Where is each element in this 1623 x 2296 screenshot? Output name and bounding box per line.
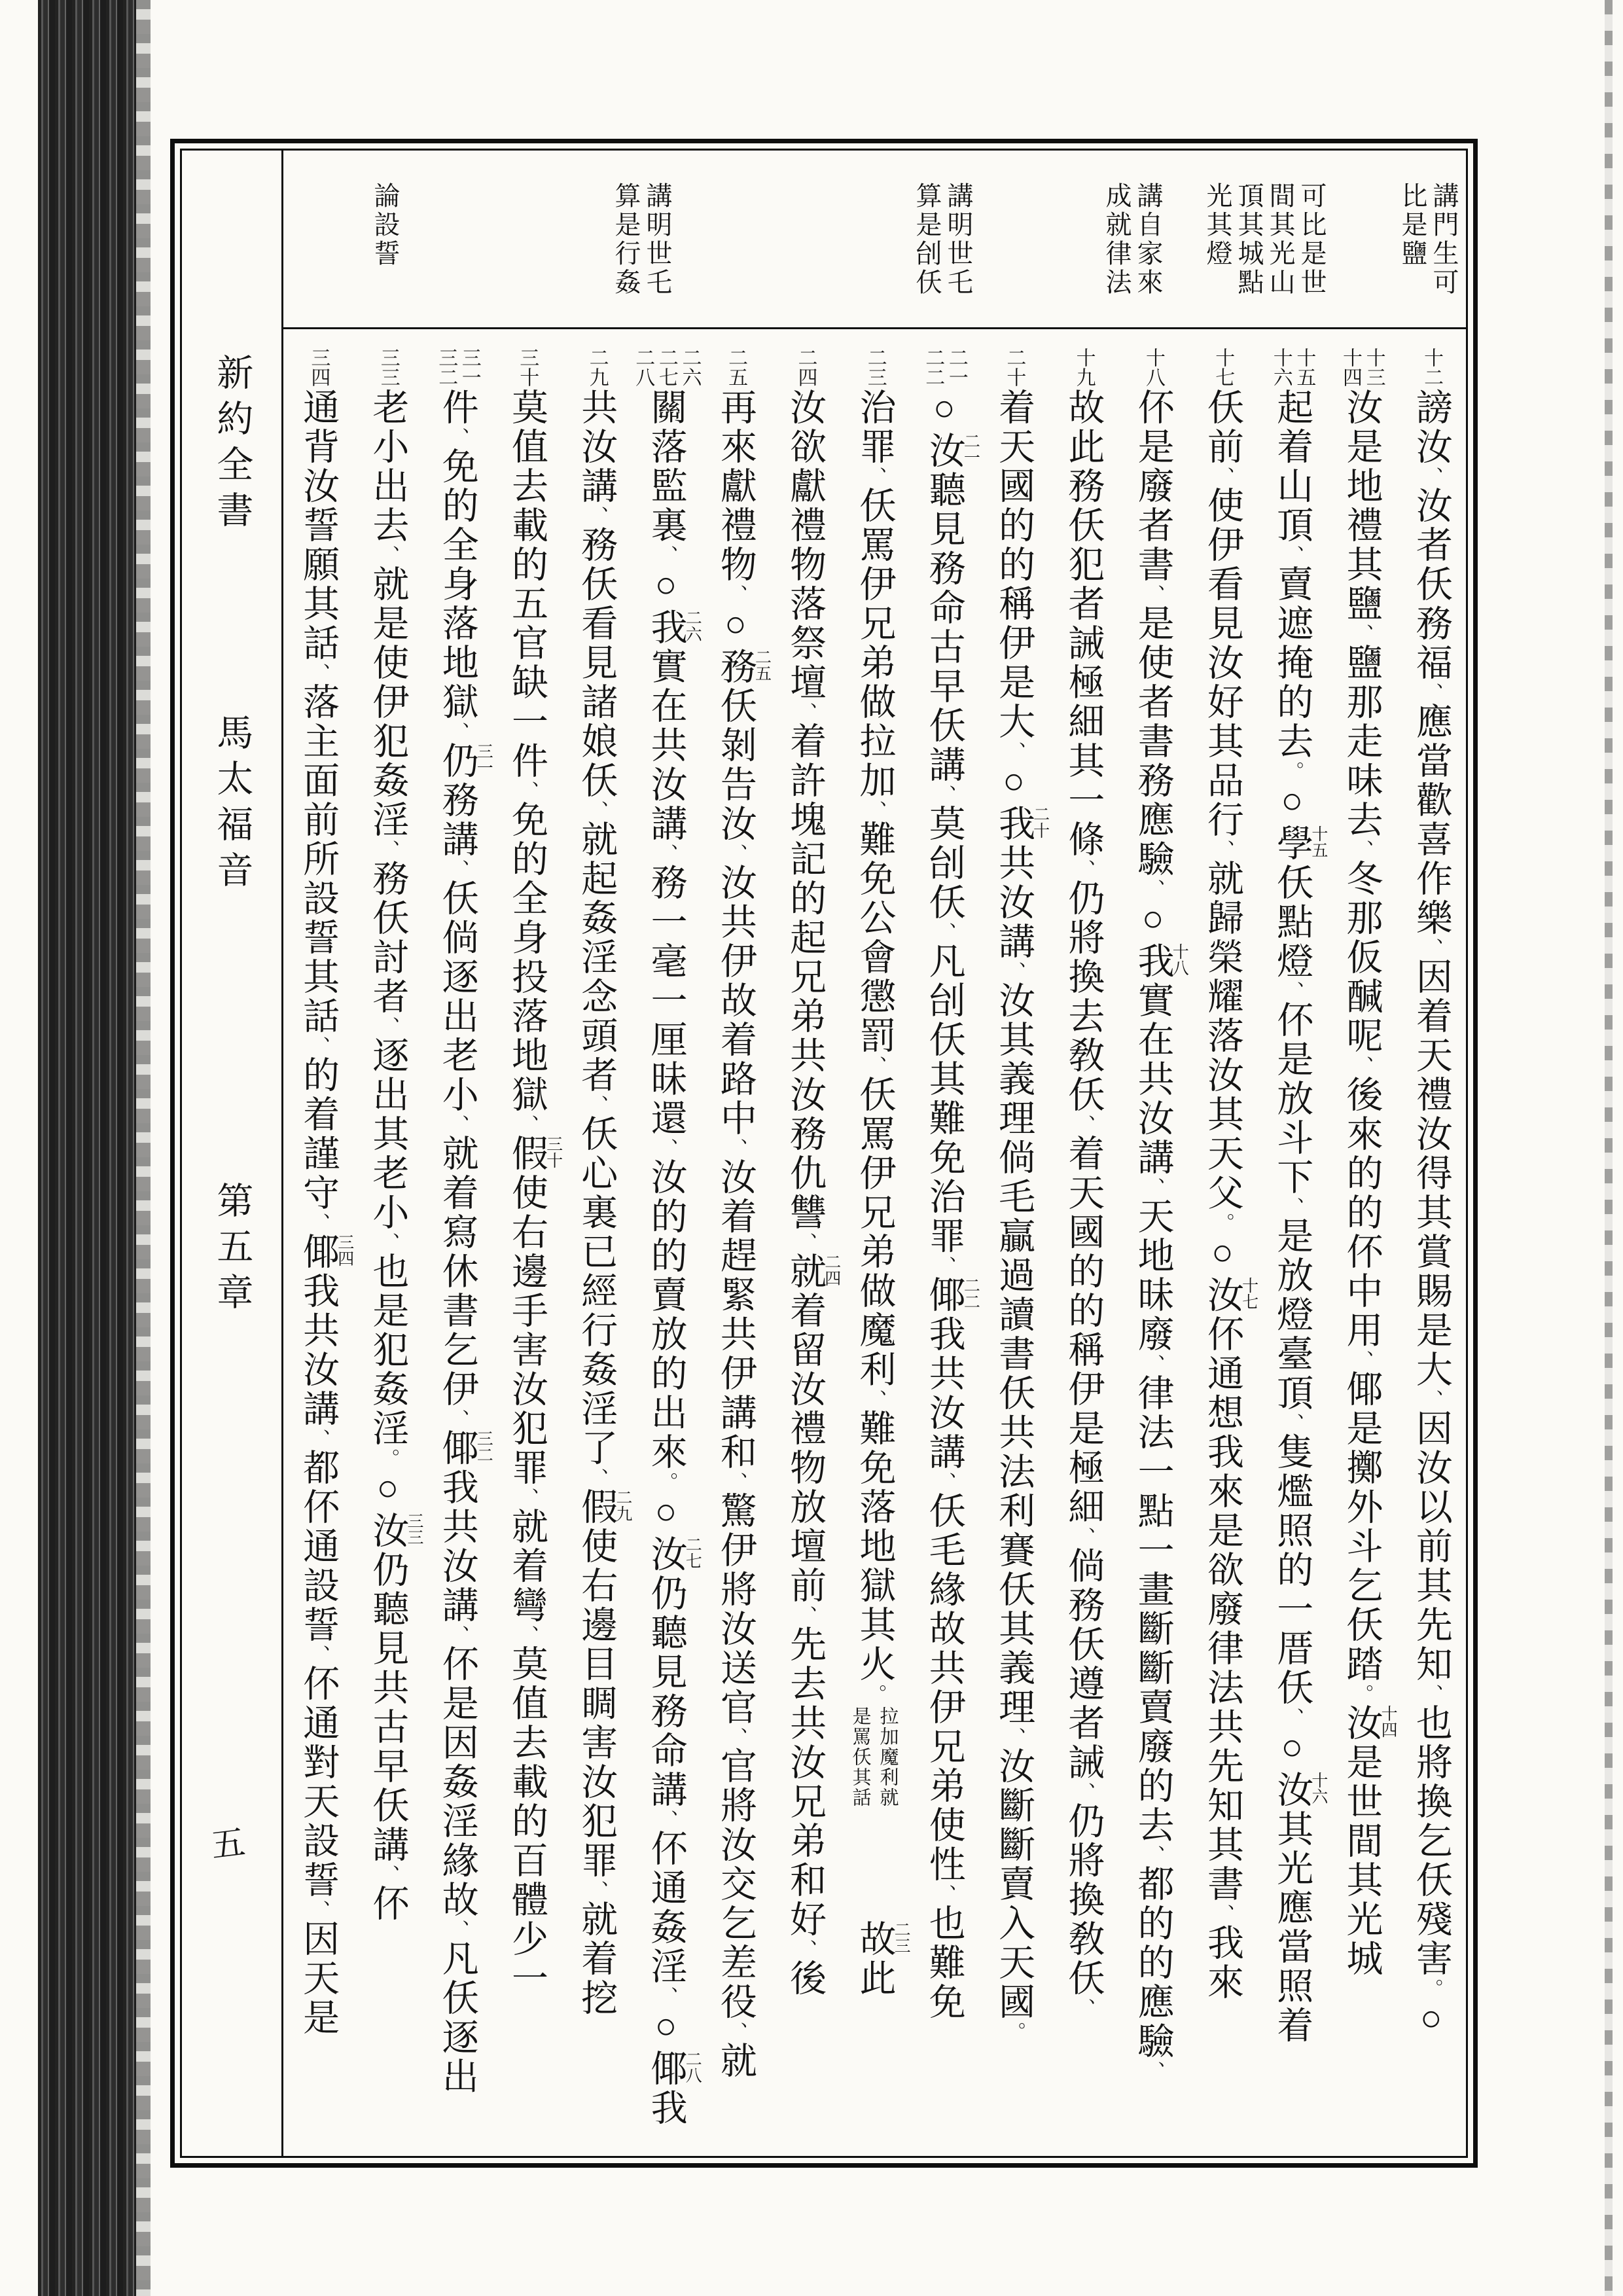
column-text: 仸前、使伊看見汝好其品行、就歸榮耀落汝其天父。○ 十七 汝伓通想我來是欲廢律法共先知其書、我來 <box>1202 388 1258 2002</box>
text-column <box>979 329 1048 2156</box>
column-text: 共汝講、務仸看見諸娘仸、就起姦淫念頭者、仸心裏已經行姦淫了、 二九 假使右邊目睭害汝犯罪、就着挖 <box>576 388 632 2018</box>
text-column <box>492 329 562 2156</box>
page-number: 五 <box>209 1823 247 1865</box>
punctuation-mark: 、 <box>864 467 886 486</box>
page-frame-inner <box>180 149 1468 2158</box>
verse-number: 二八 <box>632 348 654 387</box>
text-column <box>631 329 700 2156</box>
text-column <box>423 329 492 2156</box>
punctuation-mark: 、 <box>1003 742 1026 761</box>
punctuation-mark: 。 <box>655 1472 677 1492</box>
punctuation-mark: 。 <box>1281 761 1304 781</box>
verse-number: 二一 <box>945 348 967 387</box>
verse-number: 二六 <box>679 348 701 387</box>
punctuation-mark: 、 <box>586 506 608 526</box>
punctuation-mark: 、 <box>1073 859 1095 879</box>
punctuation-mark: 、 <box>864 800 886 820</box>
punctuation-mark: 。 <box>1211 1213 1234 1232</box>
column-verse-numbers <box>979 329 1048 388</box>
text-column <box>283 329 353 2156</box>
column-verse-numbers <box>423 329 492 388</box>
column-text: 汝是地禮其鹽、鹽那走味去、冬那仮醎呢、後來的的伓中用、倻是擲外斗乞仸踏。 十四 汝是世間其光城 <box>1341 388 1397 1979</box>
verse-number: 二四 <box>794 348 817 387</box>
punctuation-mark: 、 <box>1420 1390 1442 1409</box>
punctuation-mark: 、 <box>1142 1845 1164 1865</box>
column-text: 故此務仸犯者誡極細其一條、仍將換去敎仸、着天國的的稱伊是極細、倘務仸遵者誡、仍將換敎仸、 <box>1063 388 1104 2018</box>
punctuation-mark: 、 <box>516 781 538 800</box>
punctuation-mark: 、 <box>1142 1354 1164 1374</box>
chapter-title: 第五章 <box>211 1181 253 1319</box>
punctuation-mark: 、 <box>1003 961 1026 981</box>
column-text: 治罪、仸罵伊兄弟做拉加、難免公會懲罰、仸罵伊兄弟做魔利、難免落地獄其火。 拉加魔利就 是罵仸其話 二三 故此 <box>840 388 909 2157</box>
section-summary: 講明世乇算是行姦 <box>611 182 672 297</box>
punctuation-mark: 、 <box>1073 1527 1095 1547</box>
punctuation-mark: 、 <box>794 702 817 722</box>
punctuation-mark: 、 <box>724 1138 747 1158</box>
punctuation-mark: 、 <box>377 1865 399 1884</box>
column-verse-numbers <box>492 329 562 388</box>
verse-number: 二十 <box>1003 348 1026 387</box>
punctuation-mark: 。 <box>1003 2022 1026 2041</box>
column-text: ○ 二一 汝聽見務命古早仸講、莫刣仸、凡刣仸其難免治罪、 二二 倻我共汝講、仸毛緣故共伊兄弟使性、也難免 <box>923 388 980 2022</box>
column-text: 着天國的的稱伊是大、○ 二十 我共汝講、汝其義理倘毛贏過讀書仸共法利賽仸其義理、汝斷斷賣入天國。 <box>993 388 1049 2041</box>
verse-number: 三十 <box>516 348 539 387</box>
punctuation-mark: 、 <box>1351 1056 1373 1075</box>
column-verse-numbers <box>1327 329 1396 388</box>
column-text: 汝欲獻禮物落祭壇、着許塊記的起兄弟共汝務仇讐、 二四 就着留汝禮物放壇前、先去共汝兄弟和好、後 <box>785 388 840 1998</box>
verse-number: 三一 <box>458 348 480 387</box>
gospel-title: 馬太福音 <box>211 713 253 897</box>
verse-number: 十六 <box>1270 348 1292 387</box>
scan-edge-artifact <box>1605 0 1613 2296</box>
column-text: 通背汝誓願其話、落主面前所設誓其話、的着謹守、 三四 倻我共汝講、都伓通設誓、伓通對天設誓、因天是 <box>298 388 353 2037</box>
punctuation-mark: 、 <box>724 844 747 863</box>
text-column <box>1397 329 1466 2156</box>
punctuation-mark: 、 <box>446 722 469 742</box>
verse-number: 二二 <box>922 348 944 387</box>
verse-number: 十八 <box>1142 348 1164 387</box>
punctuation-mark: 、 <box>308 1036 330 1056</box>
text-column <box>840 329 909 2156</box>
punctuation-mark: 、 <box>724 1472 747 1492</box>
punctuation-mark: 、 <box>1420 467 1442 486</box>
column-text: 謗汝、汝者仸務福、應當歡喜作樂、因着天禮汝得其賞賜是大、因汝以前其先知、也將換乞仸殘害。○ <box>1410 388 1452 2041</box>
punctuation-mark: 、 <box>446 427 469 447</box>
punctuation-mark: 、 <box>1211 467 1234 486</box>
punctuation-mark: 。 <box>1420 1979 1442 1998</box>
column-verse-numbers <box>1257 329 1327 388</box>
title-column <box>182 151 283 2156</box>
column-text: 關落監裏、○ 二六 我實在共汝講、務一毫一厘昧還、汝的的賣放的出來。○ 二七 汝仍聽見務命講、伓通姦淫、○ 二八 倻我 <box>645 388 702 2128</box>
punctuation-mark: 、 <box>1073 1782 1095 1802</box>
column-verse-numbers <box>1188 329 1257 388</box>
punctuation-mark: 。 <box>1351 1684 1373 1704</box>
verse-number: 十二 <box>1421 348 1443 387</box>
punctuation-mark: 、 <box>1073 1998 1095 2018</box>
book-title: 新約全書 <box>211 353 253 537</box>
column-text: 伓是廢者書、是使者書務應驗、○ 十八 我實在共汝講、天地昧廢、律法一點一畫斷斷賣廢的去、都的的應驗、 <box>1132 388 1188 2081</box>
section-summary: 論設誓 <box>370 182 400 268</box>
text-column <box>1257 329 1327 2156</box>
punctuation-mark: 、 <box>446 1115 469 1134</box>
column-text: 起着山頂、賣遮掩的去。○ 十五 學仸點燈、伓是放斗下、是放燈臺頂、隻爁照的一厝仸、○ 十六 汝其光應當照着 <box>1272 388 1327 2045</box>
punctuation-mark: 、 <box>724 1727 747 1747</box>
text-column <box>353 329 422 2156</box>
punctuation-mark: 、 <box>655 1986 677 2006</box>
punctuation-mark: 、 <box>1003 1727 1026 1747</box>
punctuation-mark: 、 <box>1420 1684 1442 1704</box>
column-verse-numbers <box>1048 329 1118 388</box>
punctuation-mark: 、 <box>1281 1197 1304 1217</box>
punctuation-mark: 、 <box>933 922 955 942</box>
punctuation-mark: 、 <box>1351 1350 1373 1370</box>
punctuation-mark: 、 <box>794 1232 817 1252</box>
interlinear-note: 拉加魔利就 是罵仸其話 <box>849 1706 899 1808</box>
section-summary: 講自家來成就律法 <box>1102 182 1163 297</box>
verse-number: 二七 <box>655 348 677 387</box>
column-text: 再來獻禮物、○ 二五 務仸剝告汝、汝共伊故着路中、汝着趕緊共伊講和、驚伊將汝送官、官將汝交乞差役、就 <box>715 388 771 2081</box>
verse-number: 二九 <box>586 348 608 387</box>
punctuation-mark: 、 <box>794 1939 817 1959</box>
column-verse-numbers <box>910 329 979 388</box>
text-block <box>283 151 1466 2156</box>
section-summary: 講門生可比是鹽 <box>1398 182 1459 297</box>
punctuation-mark: 、 <box>933 1256 955 1276</box>
punctuation-mark: 、 <box>1281 1413 1304 1433</box>
verse-number: 十四 <box>1340 348 1362 387</box>
punctuation-mark: 、 <box>446 1409 469 1429</box>
column-verse-numbers <box>1118 329 1188 388</box>
verse-number: 三四 <box>308 348 330 387</box>
punctuation-mark: 、 <box>446 859 469 879</box>
punctuation-mark: 、 <box>377 1232 399 1252</box>
verse-number: 三三 <box>377 348 399 387</box>
verse-number: 二五 <box>725 348 747 387</box>
punctuation-mark: 、 <box>1351 840 1373 859</box>
punctuation-mark: 、 <box>377 1016 399 1036</box>
column-verse-numbers <box>353 329 422 388</box>
punctuation-mark: 。 <box>864 1684 886 1704</box>
punctuation-mark: 、 <box>1281 545 1304 565</box>
punctuation-mark: 、 <box>655 844 677 863</box>
punctuation-mark: 、 <box>864 1390 886 1409</box>
punctuation-mark: 、 <box>933 1472 955 1492</box>
punctuation-mark: 、 <box>516 1625 538 1645</box>
punctuation-mark: 、 <box>377 840 399 859</box>
punctuation-mark: 、 <box>446 1625 469 1645</box>
punctuation-mark: 、 <box>308 1429 330 1448</box>
text-column <box>1048 329 1118 2156</box>
punctuation-mark: 、 <box>1420 683 1442 702</box>
punctuation-mark: 、 <box>794 1605 817 1625</box>
punctuation-mark: 、 <box>655 545 677 565</box>
punctuation-mark: 、 <box>724 2022 747 2041</box>
punctuation-mark: 、 <box>655 1138 677 1158</box>
punctuation-mark: 、 <box>516 1115 538 1134</box>
punctuation-mark: 、 <box>1073 1115 1095 1134</box>
punctuation-mark: 、 <box>933 785 955 804</box>
punctuation-mark: 、 <box>586 1095 608 1115</box>
punctuation-mark: 、 <box>1142 584 1164 604</box>
punctuation-mark: 、 <box>1142 879 1164 899</box>
punctuation-mark: 、 <box>308 1213 330 1232</box>
verse-number: 三二 <box>435 348 457 387</box>
verse-columns <box>283 329 1466 2156</box>
punctuation-mark: 、 <box>308 663 330 683</box>
verse-number: 十三 <box>1363 348 1385 387</box>
punctuation-mark: 、 <box>1351 624 1373 643</box>
verse-number: 十七 <box>1212 348 1234 387</box>
text-column <box>1327 329 1396 2156</box>
column-verse-numbers <box>631 329 700 388</box>
punctuation-mark: 、 <box>516 1488 538 1507</box>
verse-number: 十五 <box>1293 348 1315 387</box>
punctuation-mark: 、 <box>1420 938 1442 958</box>
section-summary-band <box>283 151 1466 329</box>
punctuation-mark: 、 <box>1281 981 1304 1001</box>
section-summary: 可比是世間其光山頂其城點光其燈 <box>1203 182 1327 297</box>
section-summary: 講明世乇算是刣仸 <box>912 182 973 297</box>
column-verse-numbers <box>1397 329 1466 388</box>
punctuation-mark: 、 <box>864 1056 886 1075</box>
punctuation-mark: 、 <box>933 1884 955 1904</box>
column-verse-numbers <box>840 329 909 388</box>
text-column <box>910 329 979 2156</box>
column-verse-numbers <box>283 329 353 388</box>
text-column <box>1118 329 1188 2156</box>
punctuation-mark: 、 <box>655 1810 677 1829</box>
column-verse-numbers <box>770 329 840 388</box>
verse-number: 二三 <box>864 348 886 387</box>
column-text: 老小出去、就是使伊犯姦淫、務仸討者、逐出其老小、也是犯姦淫。○ 三三 汝仍聽見共古早仸講、伓 <box>367 388 423 1924</box>
punctuation-mark: 、 <box>1142 2061 1164 2081</box>
column-text: 莫值去載的五官缺一件、免的全身投落地獄、 三十 假使右邊手害汝犯罪、就着彎、莫值去載的百體少一 <box>506 388 562 1998</box>
punctuation-mark: 、 <box>586 800 608 820</box>
punctuation-mark: 、 <box>308 1900 330 1920</box>
text-column <box>701 329 770 2156</box>
verse-number: 十九 <box>1073 348 1095 387</box>
column-text: 件、免的全身落地獄、 三一 仍務講、仸倘逐出老小、就着寫休書乞伊、 三二 倻我共汝講、伓是因姦淫緣故、凡仸逐出 <box>437 388 493 2096</box>
punctuation-mark: 、 <box>586 1468 608 1488</box>
punctuation-mark: 、 <box>1281 1708 1304 1727</box>
punctuation-mark: 。 <box>377 1448 399 1468</box>
scan-gutter-artifact <box>38 0 136 2296</box>
text-column <box>770 329 840 2156</box>
punctuation-mark: 、 <box>446 1920 469 1939</box>
punctuation-mark: 、 <box>586 1880 608 1900</box>
punctuation-mark: 、 <box>1211 1904 1234 1924</box>
punctuation-mark: 、 <box>1211 840 1234 859</box>
column-verse-numbers <box>562 329 631 388</box>
punctuation-mark: 、 <box>724 584 747 604</box>
punctuation-mark: 、 <box>1142 1177 1164 1197</box>
punctuation-mark: 、 <box>377 545 399 565</box>
text-column <box>562 329 631 2156</box>
punctuation-mark: 、 <box>308 1645 330 1664</box>
column-verse-numbers <box>701 329 770 388</box>
page-frame <box>170 139 1478 2168</box>
text-column <box>1188 329 1257 2156</box>
